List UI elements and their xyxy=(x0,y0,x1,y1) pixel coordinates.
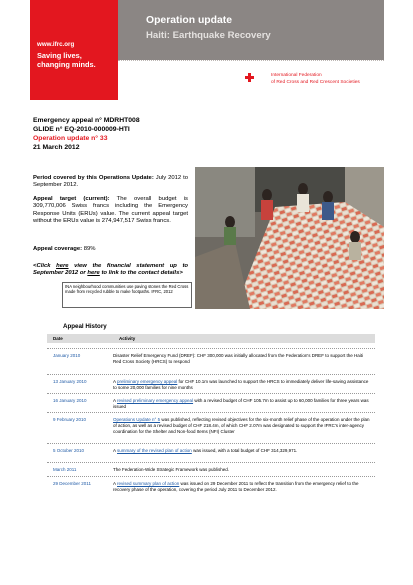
row-date: 29 December 2011 xyxy=(53,481,91,486)
row-activity-text: was issued, with a total budget of CHF 314,329,971. xyxy=(191,448,298,453)
doc-type-title: Operation update xyxy=(146,15,233,26)
table-row xyxy=(47,476,375,501)
header-title-band xyxy=(118,0,384,60)
links-paragraph xyxy=(33,263,188,278)
table-row xyxy=(47,443,375,463)
period-value: July 2012 to September 2012. xyxy=(33,175,188,189)
row-activity xyxy=(113,417,371,435)
update-date: 21 March 2012 xyxy=(33,144,80,151)
row-date: 5 October 2010 xyxy=(53,448,85,453)
row-activity-link[interactable]: preliminary emergency appeal xyxy=(117,379,178,384)
row-date: March 2011 xyxy=(53,467,77,472)
row-activity-lead: A xyxy=(113,481,118,486)
header-red-block xyxy=(30,0,118,100)
appeal-history-table xyxy=(47,334,375,492)
row-activity-text: was issued on 29 December 2011 to reflect the transition from the emergency relief to the recovery phase of the operation, covering the period July 2011 to December 2012. xyxy=(113,481,359,492)
row-activity xyxy=(113,467,371,473)
coverage-value: 89% xyxy=(82,246,96,252)
row-activity-link[interactable]: revised summary plan of action xyxy=(117,481,180,486)
links-text-3: to link to the contact details> xyxy=(99,270,183,277)
appeal-history-title: Appeal History xyxy=(63,323,107,330)
row-activity-text: was published, reflecting revised objectives for the six-month relief phase of the operation under the plan of action, as well as a revised budget of CHF 218.4m, of which CHF 2.07m was designated to support the IFRC's inter-agency coordination for the Shelter and Non-food Items (NFI) Cluster xyxy=(113,417,370,434)
coverage-paragraph xyxy=(33,246,188,253)
row-activity-text: with a revised budget of CHF 105.7m to assist up to 60,000 families for three years was issued xyxy=(113,398,369,409)
org-name-line1: International Federation xyxy=(271,73,322,78)
paving-photo xyxy=(195,167,384,309)
row-activity-link[interactable]: Operations Update n° 5 xyxy=(113,417,161,422)
table-row xyxy=(47,412,375,444)
header-divider xyxy=(118,60,384,62)
table-row xyxy=(47,393,375,413)
row-activity-text: The Federation-Wide Strategic Framework was published. xyxy=(113,467,230,472)
budget-paragraph xyxy=(33,196,188,226)
row-activity-lead: A xyxy=(113,379,118,384)
row-date: 13 January 2010 xyxy=(53,379,87,384)
row-date: January 2010 xyxy=(53,353,81,358)
row-activity xyxy=(113,398,371,410)
budget-label: Appeal target (current): xyxy=(33,196,110,202)
links-text-1: <Click xyxy=(33,263,57,269)
row-activity-link[interactable]: summary of the revised plan of action xyxy=(117,448,192,453)
contact-details-link[interactable]: here xyxy=(87,270,100,277)
table-row xyxy=(47,374,375,394)
photo-caption xyxy=(62,282,192,308)
row-activity-text: for CHF 10.1m was launched to support the HRCS to immediately deliver life-saving assistance to some 20,000 families for nine months xyxy=(113,379,369,390)
glide-number: GLIDE n° EQ-2010-000009-HTI xyxy=(33,126,130,133)
coverage-label: Appeal coverage: xyxy=(33,246,83,252)
col-activity-header: Activity xyxy=(119,336,136,341)
row-activity xyxy=(113,353,371,365)
doc-subtitle: Haiti: Earthquake Recovery xyxy=(146,30,271,41)
ifrc-logo-icon xyxy=(245,72,267,84)
period-label: Period covered by this Operations Update: xyxy=(33,175,154,181)
row-activity-link[interactable]: revised preliminary emergency appeal xyxy=(117,398,194,403)
row-activity xyxy=(113,481,371,493)
photo-caption-text: INA neighbourhood communities use paving stones the Red Cross made from recycled rubble to make footpaths. IFRC, 2012 xyxy=(65,284,189,295)
table-row xyxy=(47,348,375,375)
row-activity-text: Disaster Relief Emergency Fund (DREF): CHF 300,000 was initially allocated from the Federation's DREF to support the Haiti Red Cross Society (HRCS) to respond xyxy=(113,353,363,364)
budget-value: The overall budget is 309,770,006 Swiss francs including the Emergency Response Units (ERUs) value. The current appeal target without the ERUs value is 274,947,517 Swiss francs. xyxy=(33,196,189,225)
table-row xyxy=(47,462,375,477)
appeal-number: Emergency appeal n° MDRHT008 xyxy=(33,117,140,124)
org-name-line2: of Red Cross and Red Crescent Societies xyxy=(271,80,360,85)
col-date-header: Date xyxy=(53,336,63,341)
row-activity-lead: A xyxy=(113,398,118,403)
header-url[interactable]: www.ifrc.org xyxy=(37,41,75,48)
row-activity-lead: A xyxy=(113,448,118,453)
header-tagline-line1: Saving lives, xyxy=(37,51,82,60)
row-date: 16 January 2010 xyxy=(53,398,87,403)
period-paragraph xyxy=(33,175,188,190)
financial-statement-link[interactable]: here xyxy=(56,263,69,269)
row-date: 9 February 2010 xyxy=(53,417,87,422)
header-tagline-line2: changing minds. xyxy=(37,60,96,69)
row-activity xyxy=(113,448,371,454)
table-header xyxy=(47,334,375,343)
links-text-2: view the financial statement up to September 2012 or xyxy=(33,263,189,277)
update-number: Operation update n° 33 xyxy=(33,135,108,142)
row-activity xyxy=(113,379,371,391)
